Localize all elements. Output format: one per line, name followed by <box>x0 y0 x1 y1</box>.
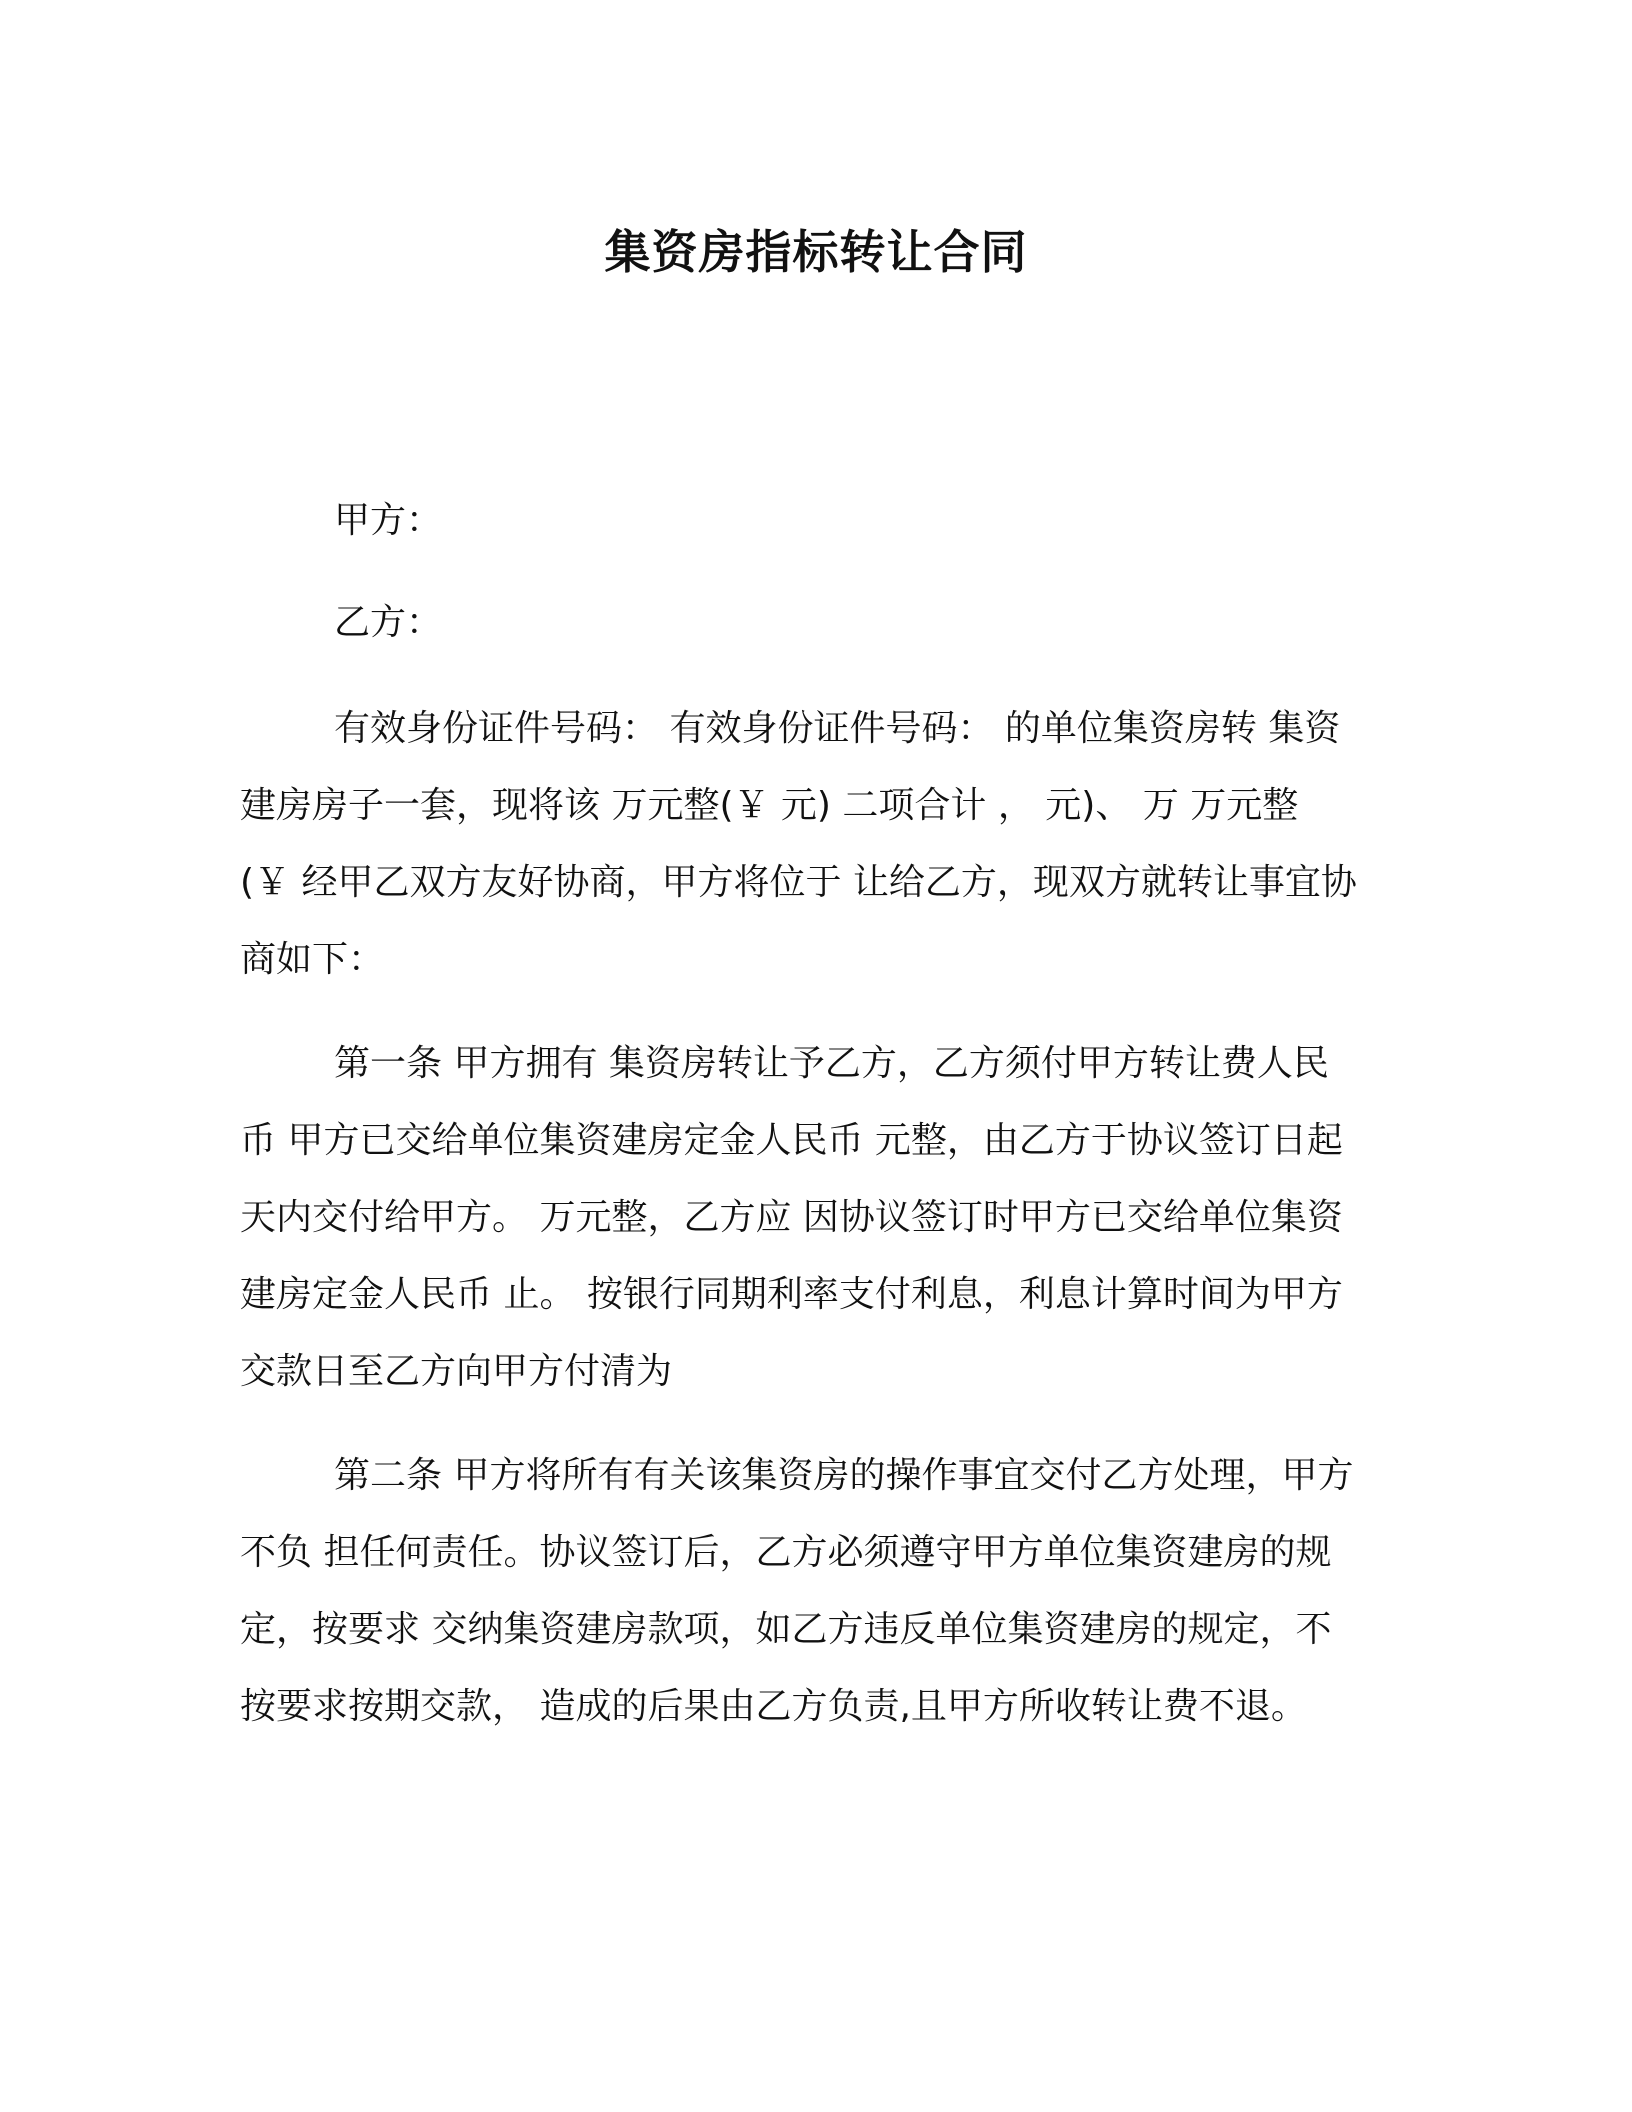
party-b-label: 乙方： <box>334 602 443 643</box>
text-line: 第一条 甲方拥有 集资房转让予乙方，乙方须付甲方转让费人民 <box>334 1043 1329 1084</box>
text-line: 按要求按期交款， 造成的后果由乙方负责,且甲方所收转让费不退。 <box>240 1686 1307 1727</box>
text-line: 定，按要求 交纳集资建房款项，如乙方违反单位集资建房的规定，不 <box>240 1609 1332 1650</box>
party-a-label: 甲方： <box>334 500 443 541</box>
text-line: 交款日至乙方向甲方付清为 <box>240 1351 673 1392</box>
text-line: 币 甲方已交给单位集资建房定金人民币 元整，由乙方于协议签订日起 <box>240 1120 1343 1161</box>
text-line: 建房定金人民币 止。 按银行同期利率支付利息，利息计算时间为甲方 <box>240 1274 1343 1315</box>
text-line: 不负 担任何责任。协议签订后，乙方必须遵守甲方单位集资建房的规 <box>240 1532 1332 1573</box>
article-2-paragraph <box>240 1437 1380 1745</box>
text-line: 商如下： <box>240 939 385 980</box>
document-title: 集资房指标转让合同 <box>604 225 1028 279</box>
intro-paragraph <box>240 690 1380 998</box>
text-line: 建房房子一套，现将该 万元整(￥ 元) 二项合计 ， 元)、 万 万元整 <box>240 785 1299 826</box>
text-line: 天内交付给甲方。 万元整，乙方应 因协议签订时甲方已交给单位集资 <box>240 1197 1343 1238</box>
text-line: (￥ 经甲乙双方友好协商，甲方将位于 让给乙方，现双方就转让事宜协 <box>240 862 1357 903</box>
article-1-paragraph <box>240 1025 1380 1410</box>
text-line: 有效身份证件号码： 有效身份证件号码： 的单位集资房转 集资 <box>334 708 1341 749</box>
text-line: 第二条 甲方将所有有关该集资房的操作事宜交付乙方处理，甲方 <box>334 1455 1354 1496</box>
